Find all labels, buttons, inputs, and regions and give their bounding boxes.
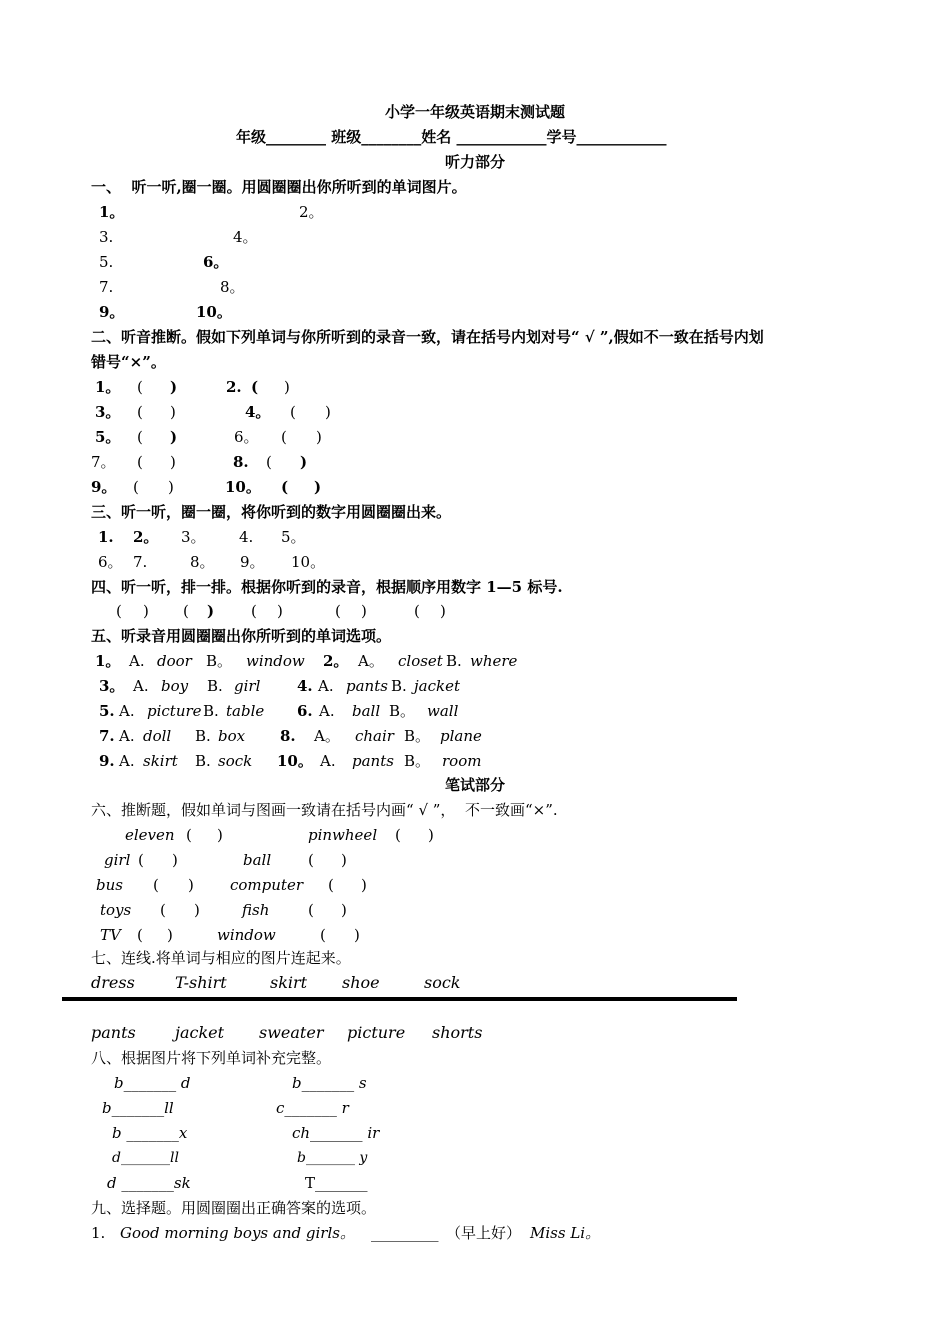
section-5-title: 五、听录音用圆圈圈出你所听到的单词选项。 [91, 627, 392, 645]
s5-opt-letter: B. [203, 702, 219, 720]
s4-bracket: ( [116, 602, 122, 620]
s8-blank-word: b_______ll [102, 1099, 174, 1117]
section-9-title: 九、选择题。用圆圈圈出正确答案的选项。 [91, 1199, 377, 1217]
s2-bracket: ) [314, 478, 322, 496]
s3-number: 3。 [181, 528, 206, 546]
s6-word: window [217, 926, 276, 944]
s6-bracket: ) [428, 826, 434, 844]
s8-blank-word: b _______x [112, 1124, 188, 1142]
s6-bracket: ) [217, 826, 223, 844]
s6-word: ball [243, 851, 272, 869]
s2-num: 2. [226, 378, 242, 396]
s8-blank-word: d _______sk [107, 1174, 191, 1192]
s6-bracket: ) [361, 876, 367, 894]
s6-word: computer [230, 876, 303, 894]
s2-bracket: ( [137, 378, 143, 396]
s7-word: shorts [432, 1023, 483, 1042]
s4-bracket: ) [440, 602, 446, 620]
s2-num: 8. [233, 453, 249, 471]
s5-opt-letter: B. [207, 677, 223, 695]
s5-num: 4. [297, 677, 313, 695]
section-6-title: 六、推断题，假如单词与图画一致请在括号内画“ √ ”， 不一致画“×”. [91, 801, 558, 819]
s3-number: 5。 [281, 528, 306, 546]
s5-opt-letter: B。 [404, 752, 431, 770]
s6-word: fish [242, 901, 270, 919]
s2-num: 1。 [95, 378, 121, 396]
s6-bracket: ) [167, 926, 173, 944]
s5-option-word: pants [352, 752, 394, 770]
s2-bracket: ( [137, 428, 143, 446]
s5-opt-letter: A. [119, 702, 135, 720]
s6-bracket: ) [354, 926, 360, 944]
s6-word: pinwheel [308, 826, 378, 844]
s2-bracket: ( [251, 378, 259, 396]
s2-bracket: ( [281, 428, 287, 446]
s5-num: 6. [297, 702, 313, 720]
s6-bracket: ( [308, 851, 314, 869]
s9-q1-hint: （早上好） [446, 1224, 522, 1242]
s6-word: eleven [125, 826, 175, 844]
s2-bracket: ) [316, 428, 322, 446]
s5-opt-letter: B。 [404, 727, 431, 745]
s7-word: picture [347, 1023, 406, 1042]
s2-bracket: ) [170, 428, 178, 446]
s5-option-word: picture [147, 702, 202, 720]
s2-bracket: ( [133, 478, 139, 496]
s5-option-word: chair [355, 727, 394, 745]
s6-bracket: ( [308, 901, 314, 919]
s2-bracket: ( [137, 403, 143, 421]
s2-bracket: ) [325, 403, 331, 421]
s4-bracket: ( [183, 602, 189, 620]
s2-bracket: ( [266, 453, 272, 471]
s5-option-word: doll [143, 727, 172, 745]
s1-item: 7. [99, 278, 114, 296]
s1-item: 2。 [299, 203, 324, 221]
s1-item: 5. [99, 253, 114, 271]
s5-num: 7. [99, 727, 115, 745]
matching-divider-line [62, 997, 737, 1001]
s1-item: 1。 [99, 203, 125, 221]
s5-opt-letter: B。 [389, 702, 416, 720]
s8-blank-word: b_______ d [114, 1074, 191, 1092]
s2-num: 9。 [91, 478, 117, 496]
section-7-title: 七、连线.将单词与相应的图片连起来。 [91, 949, 351, 967]
s5-opt-letter: B。 [206, 652, 233, 670]
s9-q1-number: 1. [91, 1224, 106, 1242]
s5-opt-letter: A。 [314, 727, 340, 745]
s5-opt-letter: A。 [358, 652, 384, 670]
s6-bracket: ( [328, 876, 334, 894]
s3-number: 8。 [190, 553, 215, 571]
s4-bracket: ( [335, 602, 341, 620]
s2-num: 10。 [225, 478, 261, 496]
s5-opt-letter: A. [129, 652, 145, 670]
s6-bracket: ) [188, 876, 194, 894]
s6-bracket: ( [395, 826, 401, 844]
s5-opt-letter: A. [318, 677, 334, 695]
s5-opt-letter: B. [391, 677, 407, 695]
section-4-title: 四、听一听，排一排。根据你听到的录音，根据顺序用数字 1—5 标号. [91, 578, 563, 596]
s5-option-word: skirt [143, 752, 178, 770]
s3-number: 4. [239, 528, 254, 546]
s5-num: 8. [280, 727, 296, 745]
s8-blank-word: c_______ r [276, 1099, 349, 1117]
s4-bracket: ( [251, 602, 257, 620]
s2-bracket: ) [168, 478, 174, 496]
s5-option-word: table [226, 702, 265, 720]
s6-bracket: ) [194, 901, 200, 919]
s1-item: 8。 [220, 278, 245, 296]
s6-bracket: ( [138, 851, 144, 869]
s7-word: T-shirt [175, 973, 227, 992]
s5-option-word: room [442, 752, 482, 770]
s4-bracket: ) [361, 602, 367, 620]
s5-option-word: box [218, 727, 246, 745]
s5-opt-letter: B. [195, 752, 211, 770]
s6-word: TV [100, 926, 121, 944]
s5-option-word: closet [398, 652, 443, 670]
s1-item: 10。 [196, 303, 232, 321]
s5-option-word: plane [440, 727, 482, 745]
s6-bracket: ) [341, 901, 347, 919]
s6-bracket: ( [320, 926, 326, 944]
s5-option-word: wall [427, 702, 459, 720]
section-1-title: 一、 听一听,圈一圈。用圆圈圈出你所听到的单词图片。 [91, 178, 467, 196]
s7-word: shoe [342, 973, 380, 992]
s2-bracket: ) [300, 453, 308, 471]
s4-bracket: ) [143, 602, 149, 620]
s5-option-word: pants [346, 677, 388, 695]
s5-opt-letter: A. [133, 677, 149, 695]
s3-number: 1. [98, 528, 114, 546]
s6-bracket: ) [341, 851, 347, 869]
s4-bracket: ) [207, 602, 215, 620]
s8-blank-word: T_______ [305, 1174, 368, 1192]
section-8-title: 八、根据图片将下列单词补充完整。 [91, 1049, 332, 1067]
s6-word: toys [100, 901, 132, 919]
section-2-title: 二、听音推断。假如下列单词与你所听到的录音一致，请在括号内划对号“ √ ”,假如不一致在括号内划 [91, 328, 764, 346]
s5-option-word: boy [161, 677, 189, 695]
s7-word: skirt [270, 973, 308, 992]
s5-option-word: where [470, 652, 518, 670]
s2-bracket: ( [290, 403, 296, 421]
s5-option-word: sock [218, 752, 253, 770]
s8-blank-word: d_______ll [112, 1150, 179, 1166]
s6-bracket: ( [137, 926, 143, 944]
s5-option-word: jacket [414, 677, 460, 695]
s2-bracket: ( [281, 478, 289, 496]
s9-q1-end: Miss Li。 [530, 1224, 601, 1242]
s8-blank-word: ch_______ ir [292, 1124, 380, 1142]
s2-bracket: ) [170, 403, 176, 421]
s5-option-word: window [246, 652, 305, 670]
s5-num: 5. [99, 702, 115, 720]
s5-opt-letter: B. [446, 652, 462, 670]
s6-bracket: ( [153, 876, 159, 894]
s1-item: 4。 [233, 228, 258, 246]
s4-bracket: ( [414, 602, 420, 620]
s7-word: sweater [259, 1023, 324, 1042]
s6-bracket: ) [172, 851, 178, 869]
s4-bracket: ) [277, 602, 283, 620]
s2-num: 4。 [245, 403, 271, 421]
s6-word: girl [104, 851, 131, 869]
s2-bracket: ) [170, 378, 178, 396]
s5-num: 2。 [323, 652, 349, 670]
s6-word: bus [96, 876, 123, 894]
s7-word: dress [91, 973, 135, 992]
s5-opt-letter: A. [119, 727, 135, 745]
s6-bracket: ( [160, 901, 166, 919]
s8-blank-word: b_______ s [292, 1074, 367, 1092]
s2-bracket: ( [137, 453, 143, 471]
s3-number: 7. [133, 553, 148, 571]
s7-word: sock [424, 973, 461, 992]
s3-number: 10。 [291, 553, 326, 571]
s2-num: 5。 [95, 428, 121, 446]
s6-bracket: ( [186, 826, 192, 844]
s1-item: 9。 [99, 303, 125, 321]
section-2-title-cont: 错号“×”。 [91, 353, 166, 371]
s5-opt-letter: B. [195, 727, 211, 745]
s5-opt-letter: A. [319, 702, 335, 720]
s5-num: 10。 [277, 752, 313, 770]
page-title: 小学一年级英语期末测试题 [384, 103, 565, 121]
s2-num: 6。 [234, 428, 259, 446]
s5-num: 1。 [95, 652, 121, 670]
listening-heading: 听力部分 [444, 153, 505, 171]
s7-word: pants [91, 1023, 136, 1042]
s1-item: 6。 [203, 253, 229, 271]
s5-opt-letter: A. [119, 752, 135, 770]
s9-q1-blank: _________ [371, 1224, 439, 1242]
writing-heading: 笔试部分 [444, 776, 505, 794]
s3-number: 9。 [240, 553, 265, 571]
s5-opt-letter: A. [320, 752, 336, 770]
student-info-line: 年级________ 班级________姓名 ____________学号____________ [236, 128, 667, 146]
s3-number: 2。 [133, 528, 159, 546]
s9-q1-text: Good morning boys and girls。 [120, 1224, 355, 1242]
s8-blank-word: b_______ y [297, 1150, 368, 1166]
s1-item: 3. [99, 228, 114, 246]
s2-num: 3。 [95, 403, 121, 421]
s5-option-word: ball [352, 702, 381, 720]
s7-word: jacket [175, 1023, 225, 1042]
s5-num: 3。 [99, 677, 125, 695]
s5-num: 9. [99, 752, 115, 770]
s2-bracket: ) [170, 453, 176, 471]
section-3-title: 三、听一听，圈一圈，将你听到的数字用圆圈圈出来。 [91, 503, 452, 521]
s5-option-word: girl [234, 677, 261, 695]
s2-num: 7。 [91, 453, 116, 471]
s3-number: 6。 [98, 553, 123, 571]
s2-bracket: ) [284, 378, 290, 396]
s5-option-word: door [157, 652, 192, 670]
